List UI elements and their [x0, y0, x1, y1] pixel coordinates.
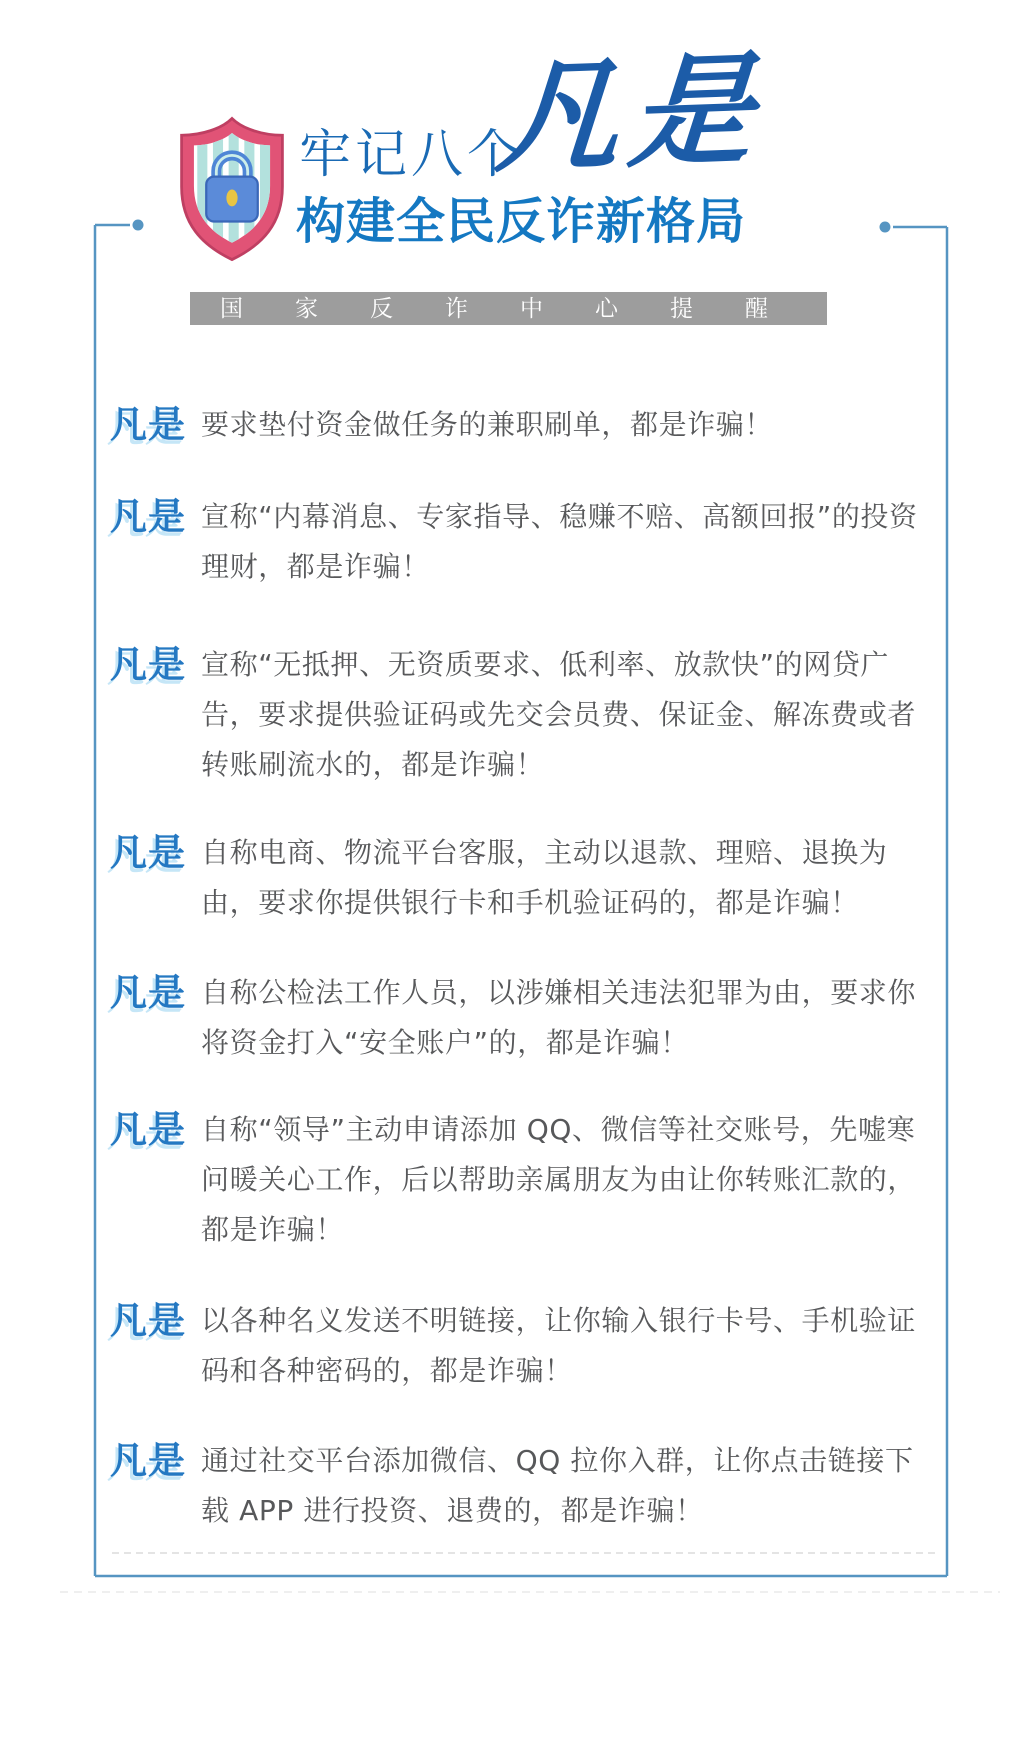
item-label: 凡是 — [110, 831, 186, 874]
keyhole — [226, 190, 237, 207]
shield-lock-icon — [176, 114, 288, 264]
fanshi-item-4 — [110, 828, 925, 928]
item-text: 自称“领导”主动申请添加 QQ、微信等社交账号，先嘘寒问暖关心工作，后以帮助亲属朋友为由让你转账汇款的，都是诈骗！ — [201, 1113, 917, 1246]
item-label: 凡是 — [110, 1439, 186, 1482]
fanshi-item-7 — [110, 1296, 925, 1396]
item-label: 凡是 — [110, 643, 186, 686]
fanshi-item-5 — [110, 968, 925, 1068]
title-prefix: 牢记八个 — [299, 125, 524, 185]
corner-dot-left — [133, 220, 144, 231]
title-calligraphy: 凡是 — [492, 36, 768, 190]
item-text: 以各种名义发送不明链接，让你输入银行卡号、手机验证码和各种密码的，都是诈骗！ — [201, 1304, 917, 1387]
banner-bar: 国家反诈中心提醒 — [190, 292, 827, 325]
item-label: 凡是 — [110, 1299, 186, 1342]
item-label: 凡是 — [110, 403, 186, 446]
item-label: 凡是 — [110, 1108, 186, 1151]
item-text: 宣称“无抵押、无资质要求、低利率、放款快”的网贷广告，要求提供验证码或先交会员费、保证金、解冻费或者转账刷流水的，都是诈骗！ — [201, 648, 917, 781]
item-text: 自称电商、物流平台客服，主动以退款、理赔、退换为由，要求你提供银行卡和手机验证码的，都是诈骗！ — [201, 836, 888, 919]
poster-subtitle: 构建全民反诈新格局 — [296, 193, 747, 250]
fanshi-item-3 — [110, 640, 925, 790]
corner-dot-right — [880, 222, 891, 233]
fanshi-item-1 — [110, 400, 925, 450]
fanshi-item-6 — [110, 1105, 925, 1255]
item-text: 宣称“内幕消息、专家指导、稳赚不赔、高额回报”的投资理财，都是诈骗！ — [201, 500, 918, 583]
item-text: 要求垫付资金做任务的兼职刷单，都是诈骗！ — [201, 408, 774, 441]
item-label: 凡是 — [110, 495, 186, 538]
item-text: 通过社交平台添加微信、QQ 拉你入群，让你点击链接下载 APP 进行投资、退费的，都是诈骗！ — [201, 1444, 914, 1527]
fanshi-item-2 — [110, 492, 925, 592]
item-text: 自称公检法工作人员，以涉嫌相关违法犯罪为由，要求你将资金打入“安全账户”的，都是诈骗！ — [201, 976, 917, 1059]
item-label: 凡是 — [110, 971, 186, 1014]
fanshi-item-8 — [110, 1436, 925, 1536]
